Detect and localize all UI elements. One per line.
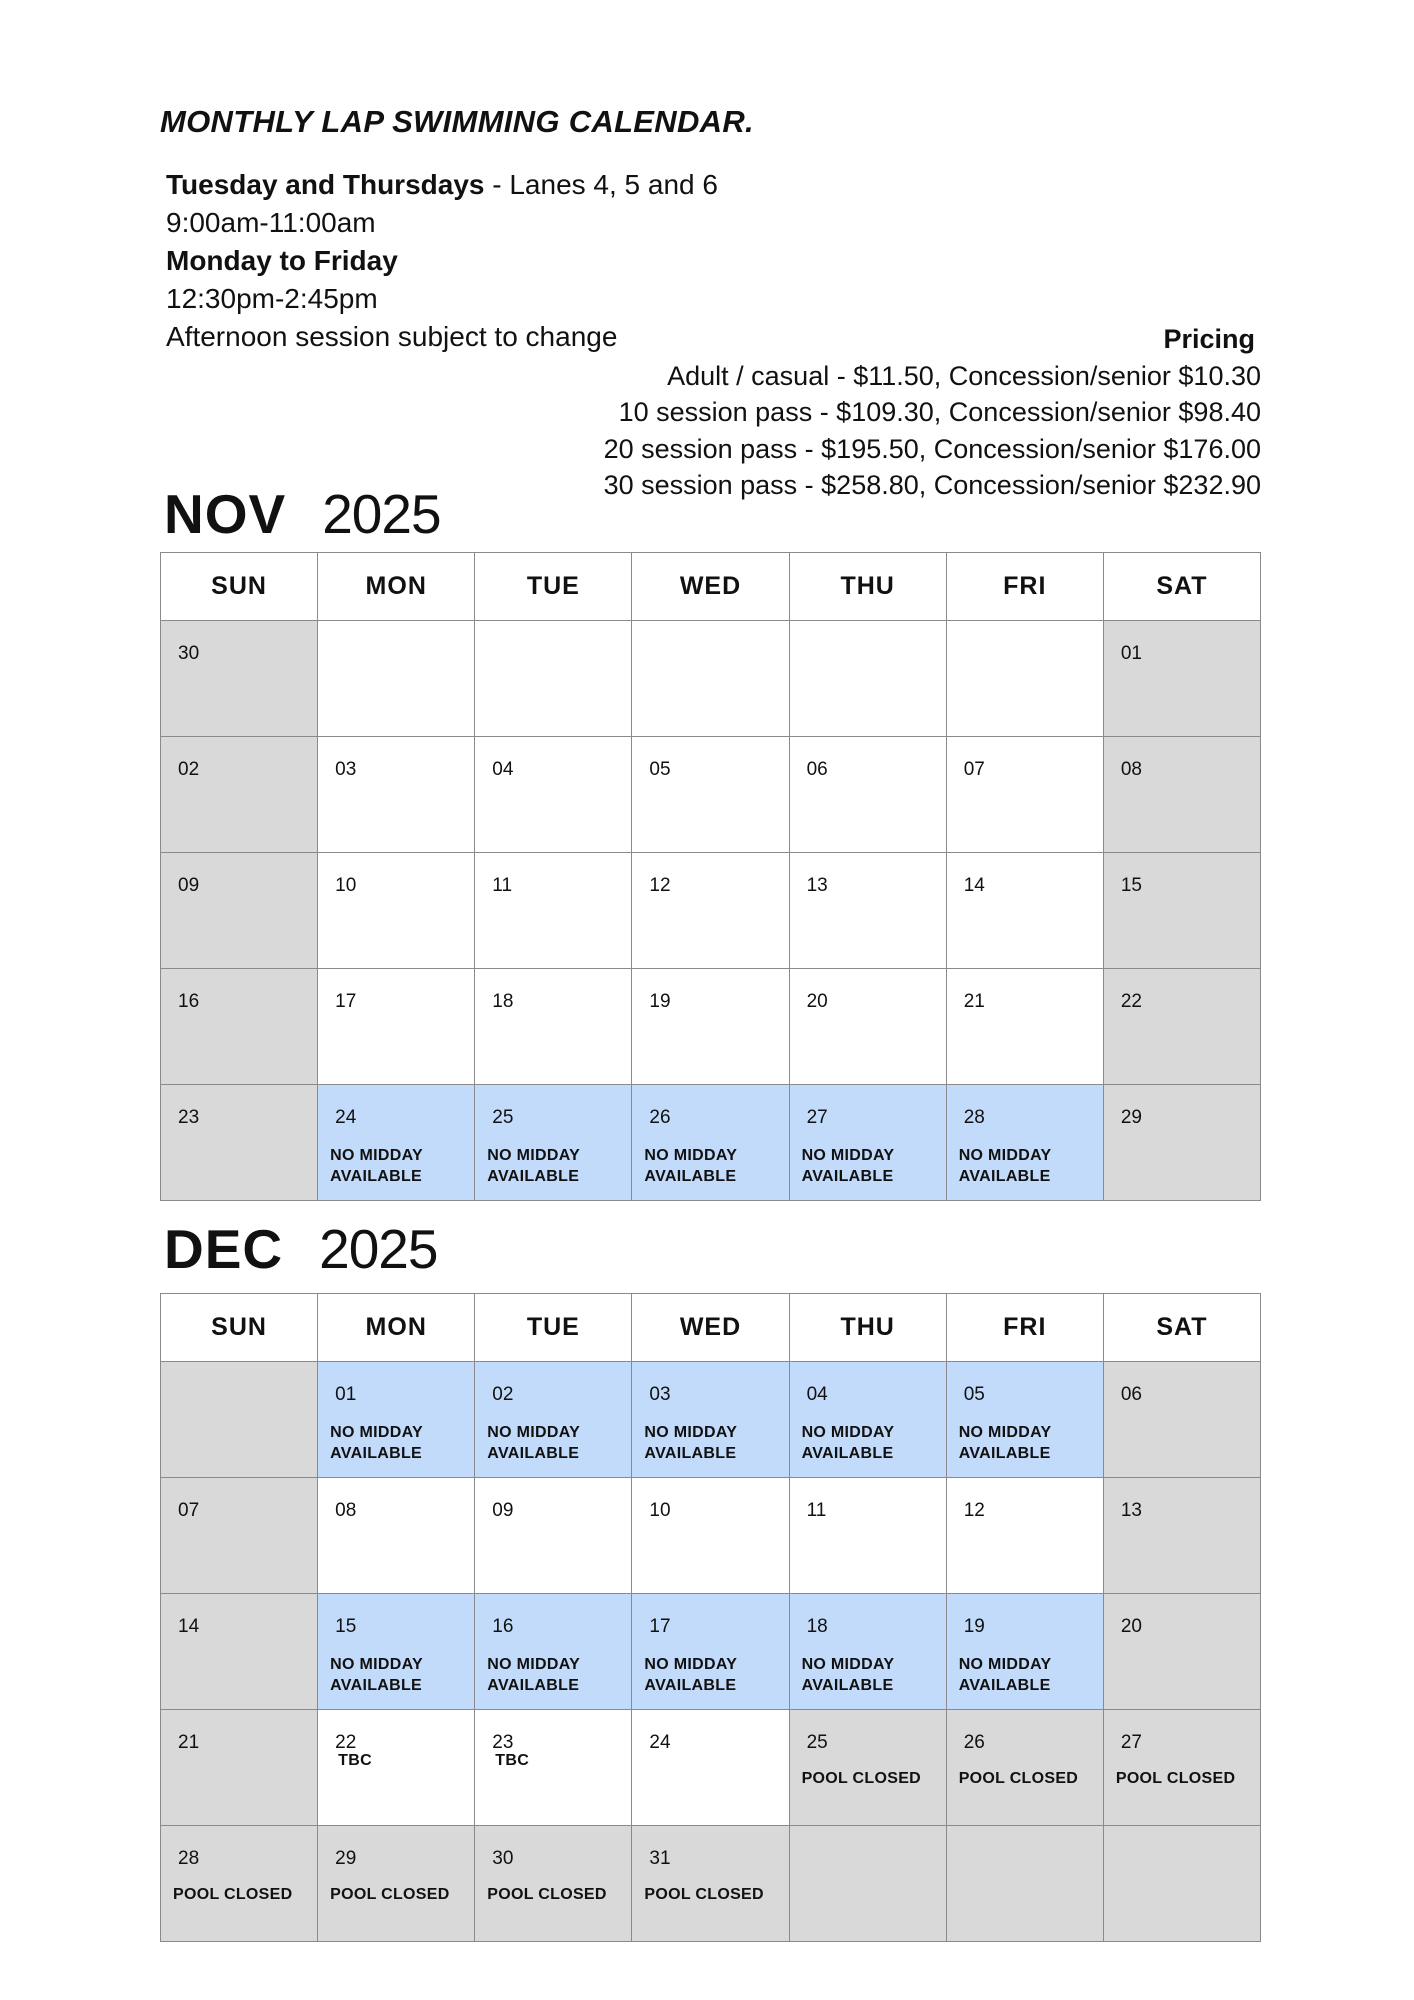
- day-number: 05: [963, 1384, 985, 1405]
- day-cell: [946, 1594, 1103, 1710]
- no-midday-note: [487, 1145, 580, 1187]
- note-line: NO MIDDAY: [958, 1424, 1052, 1441]
- weekday-header: MON: [318, 1294, 475, 1362]
- note-line: AVAILABLE: [330, 1677, 423, 1694]
- day-cell: [318, 1362, 475, 1478]
- day-number: 07: [963, 759, 985, 780]
- price-line: 20 session pass - $195.50, Concession/senior $176.00: [603, 433, 1261, 464]
- note-line: AVAILABLE: [958, 1677, 1051, 1694]
- price-line: 10 session pass - $109.30, Concession/senior $98.40: [618, 397, 1261, 427]
- weekday-header: THU: [789, 553, 946, 621]
- day-cell: [161, 1826, 318, 1942]
- day-cell: [1103, 1826, 1260, 1942]
- weekday-header: WED: [632, 553, 789, 621]
- day-cell: [946, 1362, 1103, 1478]
- day-number: 06: [1120, 1384, 1142, 1405]
- note-line: POOL CLOSED: [1115, 1770, 1236, 1787]
- day-cell: [318, 737, 475, 853]
- day-number: 26: [963, 1732, 985, 1753]
- day-cell: [1103, 737, 1260, 853]
- week-row: [161, 853, 1261, 969]
- weekday-header: SUN: [161, 553, 318, 621]
- calendar-december: [160, 1293, 1261, 1942]
- pool-closed-note: [1116, 1768, 1235, 1789]
- no-midday-note: [644, 1422, 737, 1464]
- day-cell: [946, 621, 1103, 737]
- mon-fri-time: 12:30pm-2:45pm: [166, 283, 378, 314]
- day-number: 09: [178, 875, 200, 896]
- day-cell: [1103, 1594, 1260, 1710]
- no-midday-note: [644, 1145, 737, 1187]
- day-cell: [161, 1085, 318, 1201]
- day-cell: [1103, 1478, 1260, 1594]
- weekday-header: FRI: [946, 1294, 1103, 1362]
- day-cell: [789, 737, 946, 853]
- note-line: AVAILABLE: [487, 1445, 580, 1462]
- note-line: AVAILABLE: [330, 1445, 423, 1462]
- day-cell: [789, 1826, 946, 1942]
- day-number: 15: [1120, 875, 1142, 896]
- day-cell: [1103, 1710, 1260, 1826]
- day-cell: [475, 621, 632, 737]
- no-midday-note: [959, 1422, 1052, 1464]
- note-line: POOL CLOSED: [801, 1770, 922, 1787]
- weekday-header: THU: [789, 1294, 946, 1362]
- day-cell: [632, 1362, 789, 1478]
- day-cell: [632, 1085, 789, 1201]
- note-line: AVAILABLE: [958, 1445, 1051, 1462]
- day-number: 31: [649, 1848, 671, 1869]
- day-number: 08: [1120, 759, 1142, 780]
- day-cell: [318, 1085, 475, 1201]
- day-cell: [1103, 853, 1260, 969]
- note-line: TBC: [338, 1752, 372, 1769]
- day-cell: [318, 1478, 475, 1594]
- note-line: AVAILABLE: [644, 1168, 737, 1185]
- note-line: NO MIDDAY: [644, 1147, 738, 1164]
- note-line: AVAILABLE: [644, 1445, 737, 1462]
- day-cell: [946, 1826, 1103, 1942]
- day-number: 28: [963, 1107, 985, 1128]
- tbc-note: [495, 1750, 529, 1771]
- day-number: 20: [1120, 1616, 1142, 1637]
- note-line: NO MIDDAY: [801, 1424, 895, 1441]
- day-cell: [161, 853, 318, 969]
- day-cell: [632, 621, 789, 737]
- weekday-header: SAT: [1103, 553, 1260, 621]
- day-cell: [789, 1362, 946, 1478]
- tue-thu-row: [166, 166, 718, 204]
- month-heading-nov: [164, 482, 441, 546]
- day-number: 02: [178, 759, 200, 780]
- note-line: NO MIDDAY: [487, 1656, 581, 1673]
- day-cell: [946, 1710, 1103, 1826]
- day-cell: [318, 621, 475, 737]
- weekday-header: TUE: [475, 1294, 632, 1362]
- no-midday-note: [330, 1654, 423, 1696]
- pool-closed-note: [173, 1884, 292, 1905]
- no-midday-note: [959, 1654, 1052, 1696]
- note-line: AVAILABLE: [801, 1445, 894, 1462]
- day-cell: [632, 1478, 789, 1594]
- note-line: AVAILABLE: [487, 1677, 580, 1694]
- day-cell: [632, 969, 789, 1085]
- day-number: 13: [806, 875, 828, 896]
- pool-closed-note: [644, 1884, 763, 1905]
- day-cell: [475, 1478, 632, 1594]
- month-heading-dec: [164, 1217, 437, 1281]
- tue-thu-time: 9:00am-11:00am: [166, 207, 376, 238]
- no-midday-note: [330, 1422, 423, 1464]
- page-title: MONTHLY LAP SWIMMING CALENDAR.: [160, 104, 754, 139]
- day-cell: [946, 969, 1103, 1085]
- day-number: 29: [335, 1848, 357, 1869]
- day-cell: [475, 969, 632, 1085]
- note-line: NO MIDDAY: [487, 1147, 581, 1164]
- day-cell: [789, 1478, 946, 1594]
- day-number: 16: [178, 991, 200, 1012]
- day-cell: [946, 737, 1103, 853]
- session-note: Afternoon session subject to change: [166, 321, 618, 352]
- week-row: [161, 621, 1261, 737]
- day-cell: [789, 621, 946, 737]
- day-number: 05: [649, 759, 671, 780]
- day-number: 30: [492, 1848, 514, 1869]
- day-cell: [318, 1594, 475, 1710]
- weekday-header: SAT: [1103, 1294, 1260, 1362]
- day-number: 27: [1120, 1732, 1142, 1753]
- tbc-note: [338, 1750, 372, 1771]
- day-cell: [1103, 969, 1260, 1085]
- note-line: NO MIDDAY: [644, 1656, 738, 1673]
- note-line: NO MIDDAY: [487, 1424, 581, 1441]
- week-row: [161, 969, 1261, 1085]
- day-cell: [789, 969, 946, 1085]
- day-number: 16: [492, 1616, 514, 1637]
- note-line: NO MIDDAY: [330, 1424, 423, 1441]
- day-cell: [1103, 1085, 1260, 1201]
- price-line: 30 session pass - $258.80, Concession/senior $232.90: [603, 470, 1261, 500]
- day-number: 18: [806, 1616, 828, 1637]
- day-number: 17: [649, 1616, 671, 1637]
- day-cell: [161, 1710, 318, 1826]
- note-line: NO MIDDAY: [330, 1656, 423, 1673]
- no-midday-note: [487, 1654, 580, 1696]
- day-cell: [946, 853, 1103, 969]
- pool-closed-note: [959, 1768, 1078, 1789]
- day-cell: [161, 621, 318, 737]
- day-number: 19: [649, 991, 671, 1012]
- week-row: [161, 1085, 1261, 1201]
- day-cell: [161, 969, 318, 1085]
- day-number: 01: [335, 1384, 357, 1405]
- day-number: 26: [649, 1107, 671, 1128]
- day-cell: [475, 1594, 632, 1710]
- day-number: 27: [806, 1107, 828, 1128]
- pricing-heading: Pricing: [1163, 324, 1255, 354]
- month-year: 2025: [322, 483, 441, 545]
- day-cell: [318, 853, 475, 969]
- day-number: 11: [806, 1500, 827, 1521]
- note-line: NO MIDDAY: [801, 1656, 895, 1673]
- note-line: AVAILABLE: [644, 1677, 737, 1694]
- no-midday-note: [644, 1654, 737, 1696]
- day-number: 15: [335, 1616, 357, 1637]
- weekday-header: WED: [632, 1294, 789, 1362]
- day-number: 24: [335, 1107, 357, 1128]
- day-number: 23: [178, 1107, 200, 1128]
- day-number: 22: [1120, 991, 1142, 1012]
- day-cell: [632, 1710, 789, 1826]
- no-midday-note: [487, 1422, 580, 1464]
- no-midday-note: [959, 1145, 1052, 1187]
- day-cell: [318, 969, 475, 1085]
- no-midday-note: [330, 1145, 423, 1187]
- day-cell: [946, 1478, 1103, 1594]
- day-number: 23: [492, 1732, 514, 1753]
- day-cell: [789, 1594, 946, 1710]
- day-cell: [789, 1085, 946, 1201]
- day-number: 04: [492, 759, 514, 780]
- day-cell: [632, 853, 789, 969]
- weekday-header: SUN: [161, 1294, 318, 1362]
- day-number: 22: [335, 1732, 357, 1753]
- day-number: 25: [806, 1732, 828, 1753]
- price-line: Adult / casual - $11.50, Concession/senior $10.30: [667, 360, 1261, 391]
- day-cell: [161, 1594, 318, 1710]
- day-number: 02: [492, 1384, 514, 1405]
- week-row: [161, 1478, 1261, 1594]
- day-cell: [632, 1826, 789, 1942]
- day-number: 10: [335, 875, 357, 896]
- note-line: AVAILABLE: [801, 1677, 894, 1694]
- day-cell: [1103, 621, 1260, 737]
- calendar-november: [160, 552, 1261, 1201]
- day-number: 03: [649, 1384, 671, 1405]
- day-cell: [632, 1594, 789, 1710]
- note-line: NO MIDDAY: [958, 1656, 1052, 1673]
- note-line: POOL CLOSED: [644, 1886, 764, 1903]
- day-number: 12: [649, 875, 671, 896]
- day-cell: [161, 1362, 318, 1478]
- weekday-header: FRI: [946, 553, 1103, 621]
- no-midday-note: [802, 1654, 895, 1696]
- note-line: POOL CLOSED: [173, 1886, 293, 1903]
- week-row: [161, 1362, 1261, 1478]
- note-line: AVAILABLE: [801, 1168, 894, 1185]
- weekday-header: TUE: [475, 553, 632, 621]
- day-number: 09: [492, 1500, 514, 1521]
- week-row: [161, 737, 1261, 853]
- month-name: NOV: [164, 483, 287, 545]
- day-number: 25: [492, 1107, 514, 1128]
- day-number: 06: [806, 759, 828, 780]
- day-number: 28: [178, 1848, 200, 1869]
- tue-thu-label: Tuesday and Thursdays: [166, 169, 485, 200]
- weekday-header-row: [161, 553, 1261, 621]
- day-cell: [632, 737, 789, 853]
- pool-closed-note: [330, 1884, 449, 1905]
- day-cell: [789, 853, 946, 969]
- day-number: 20: [806, 991, 828, 1012]
- day-cell: [318, 1826, 475, 1942]
- day-number: 29: [1120, 1107, 1142, 1128]
- day-number: 07: [178, 1500, 200, 1521]
- weekday-header: MON: [318, 553, 475, 621]
- note-line: POOL CLOSED: [958, 1770, 1079, 1787]
- day-number: 19: [963, 1616, 985, 1637]
- day-number: 21: [178, 1732, 200, 1753]
- no-midday-note: [802, 1422, 895, 1464]
- note-line: AVAILABLE: [958, 1168, 1051, 1185]
- day-number: 18: [492, 991, 514, 1012]
- day-cell: [946, 1085, 1103, 1201]
- day-number: 14: [963, 875, 985, 896]
- day-cell: [475, 737, 632, 853]
- day-number: 12: [963, 1500, 985, 1521]
- week-row: [161, 1826, 1261, 1942]
- day-number: 10: [649, 1500, 671, 1521]
- day-cell: [318, 1710, 475, 1826]
- day-number: 03: [335, 759, 357, 780]
- day-cell: [475, 1085, 632, 1201]
- note-line: POOL CLOSED: [487, 1886, 607, 1903]
- week-row: [161, 1594, 1261, 1710]
- pricing-block: [604, 321, 1261, 504]
- day-number: 30: [178, 643, 200, 664]
- pool-closed-note: [487, 1884, 606, 1905]
- note-line: NO MIDDAY: [801, 1147, 895, 1164]
- weekday-header-row: [161, 1294, 1261, 1362]
- day-number: 01: [1120, 643, 1142, 664]
- day-number: 04: [806, 1384, 828, 1405]
- month-name: DEC: [164, 1218, 284, 1280]
- note-line: NO MIDDAY: [958, 1147, 1052, 1164]
- month-year: 2025: [319, 1218, 438, 1280]
- note-line: AVAILABLE: [487, 1168, 580, 1185]
- day-cell: [789, 1710, 946, 1826]
- note-line: AVAILABLE: [330, 1168, 423, 1185]
- note-line: TBC: [495, 1752, 530, 1769]
- day-number: 17: [335, 991, 357, 1012]
- day-cell: [161, 737, 318, 853]
- day-cell: [475, 1826, 632, 1942]
- mon-fri-label: Monday to Friday: [166, 245, 398, 276]
- day-cell: [475, 853, 632, 969]
- day-number: 14: [178, 1616, 200, 1637]
- note-line: NO MIDDAY: [330, 1147, 423, 1164]
- day-cell: [475, 1362, 632, 1478]
- day-cell: [475, 1710, 632, 1826]
- day-number: 21: [963, 991, 985, 1012]
- day-number: 13: [1120, 1500, 1142, 1521]
- pool-closed-note: [802, 1768, 921, 1789]
- note-line: NO MIDDAY: [644, 1424, 738, 1441]
- tue-thu-lanes: - Lanes 4, 5 and 6: [484, 169, 718, 200]
- day-number: 08: [335, 1500, 357, 1521]
- note-line: POOL CLOSED: [330, 1886, 450, 1903]
- week-row: [161, 1710, 1261, 1826]
- day-cell: [161, 1478, 318, 1594]
- day-number: 24: [649, 1732, 671, 1753]
- day-cell: [1103, 1362, 1260, 1478]
- day-number: 11: [492, 875, 513, 896]
- no-midday-note: [802, 1145, 895, 1187]
